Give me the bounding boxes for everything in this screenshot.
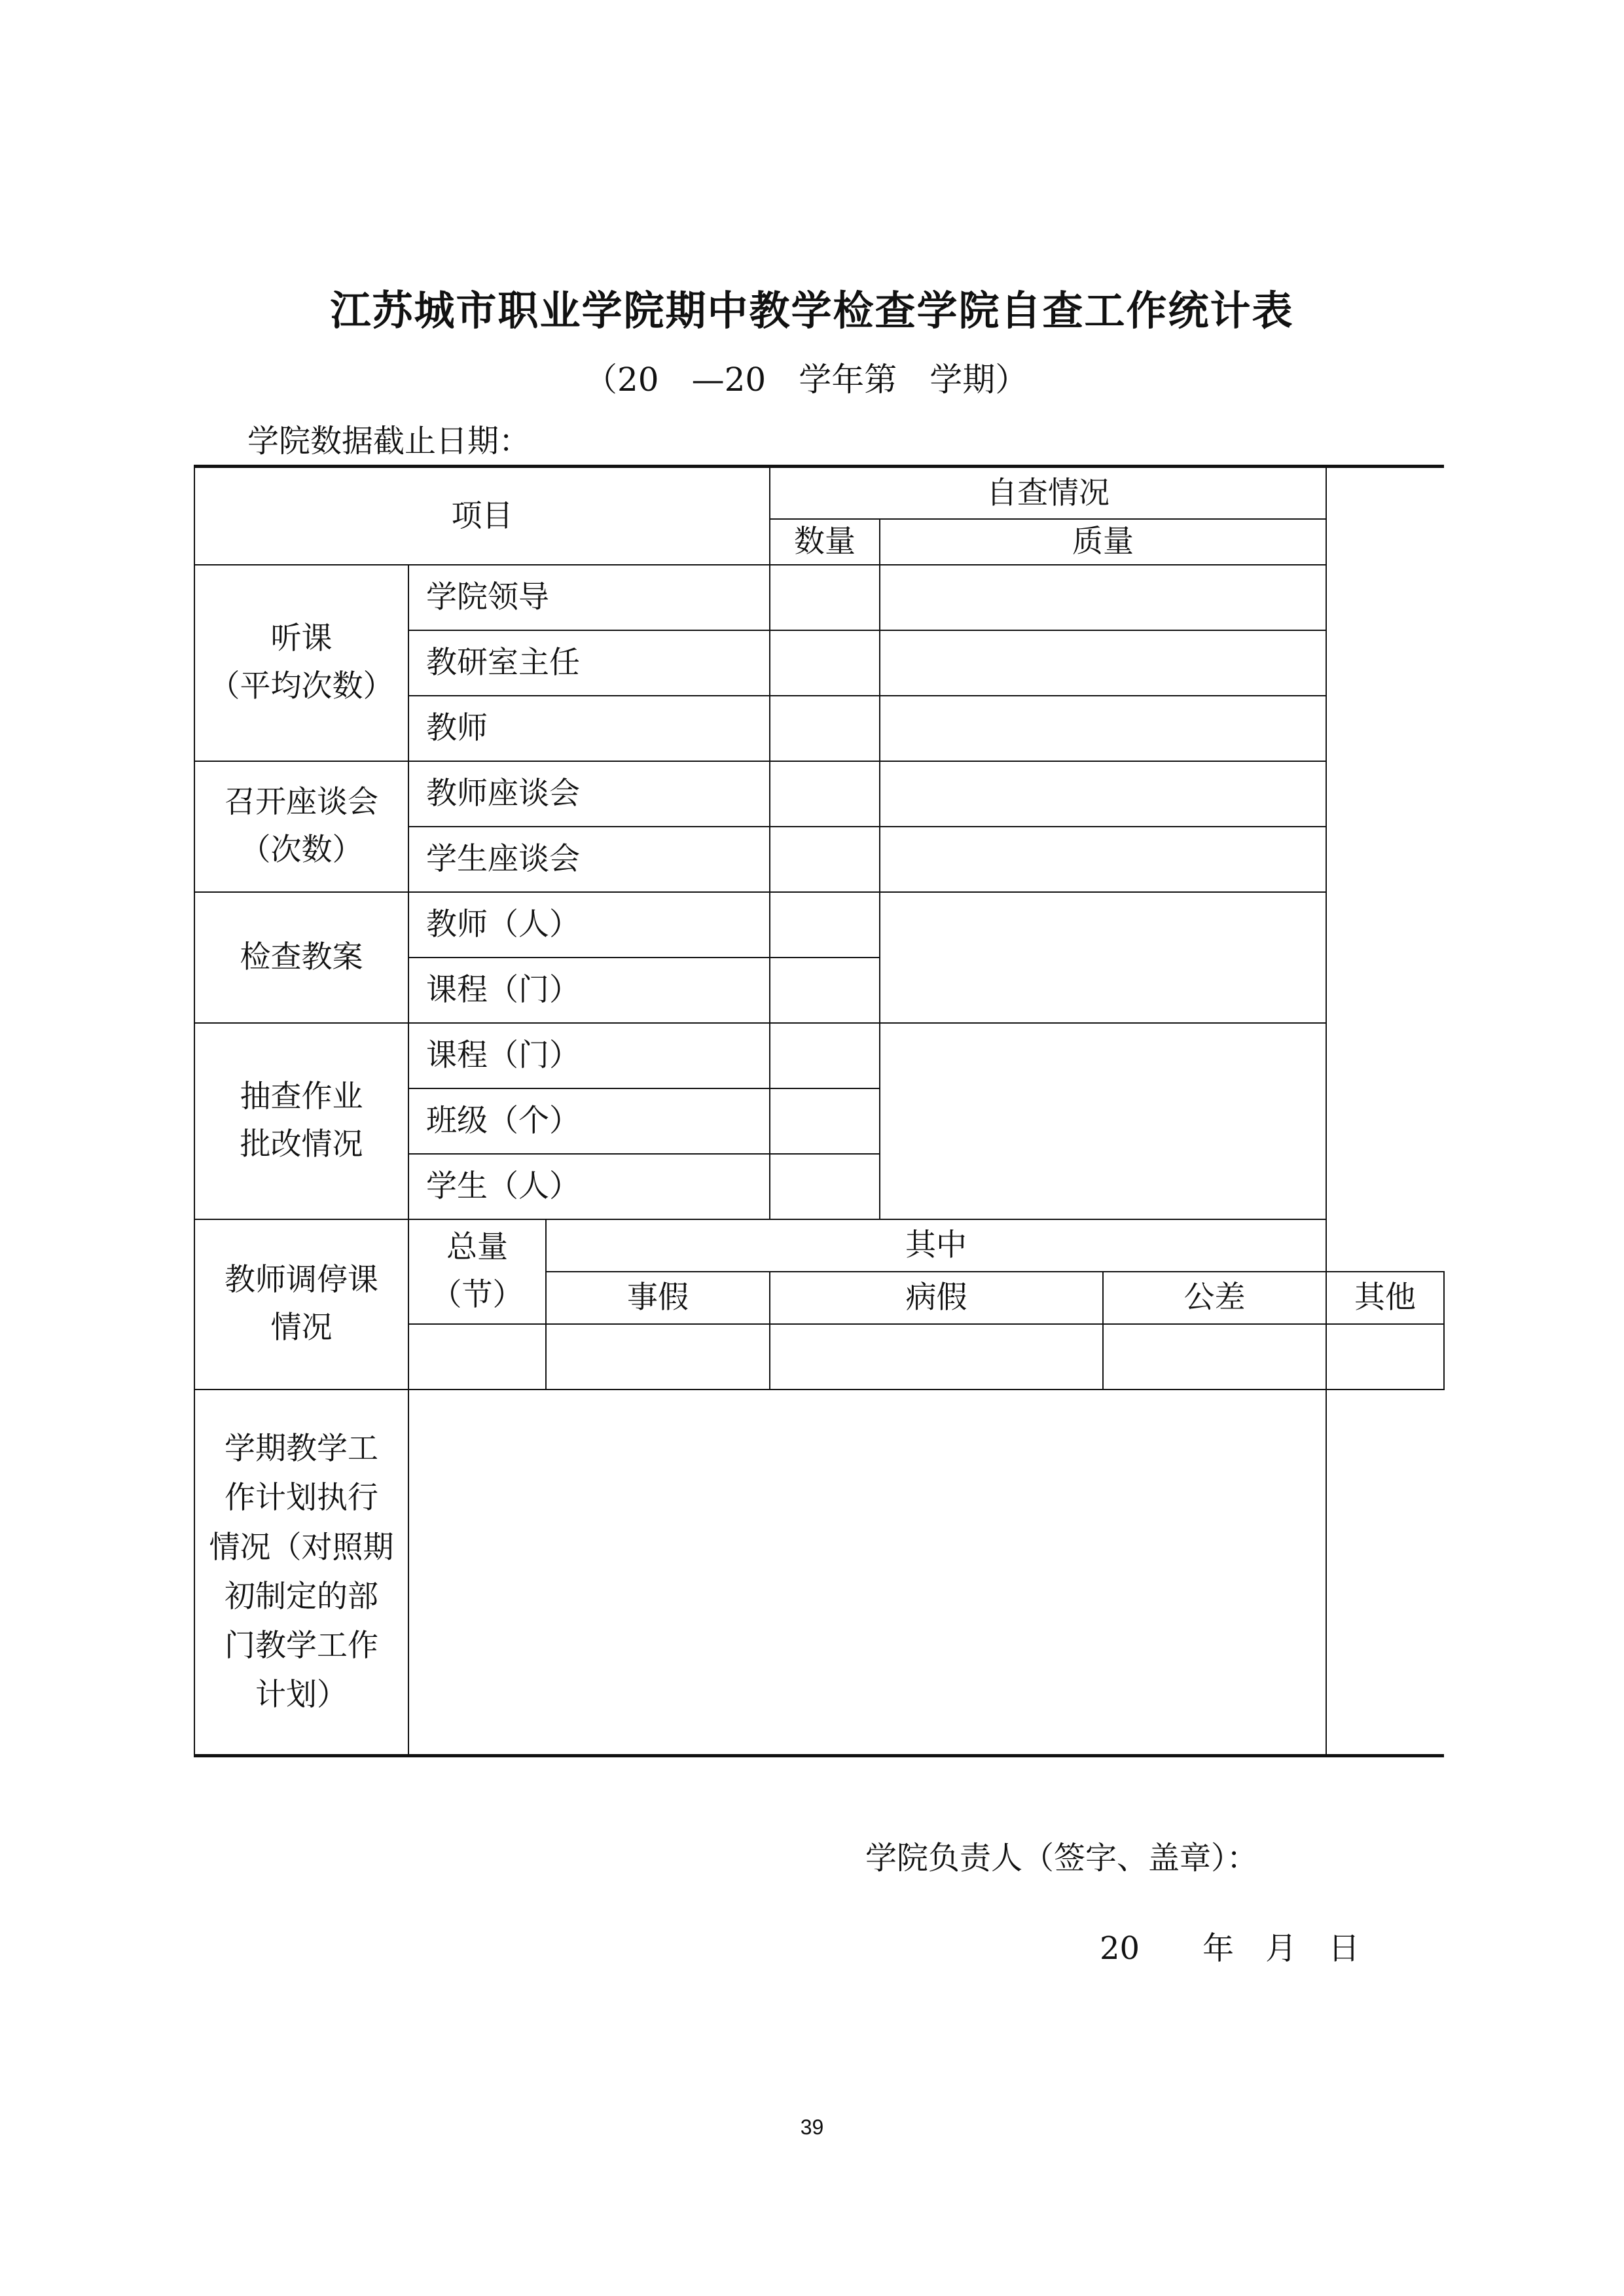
class-changes-total-cell[interactable]: [408, 1324, 546, 1390]
quantity-cell[interactable]: [770, 696, 880, 761]
quality-cell[interactable]: [880, 696, 1326, 761]
class-changes-official-duty-header: 公差: [1103, 1272, 1326, 1324]
quantity-cell[interactable]: [770, 565, 880, 630]
lesson-plans-group-label: 检查教案: [194, 892, 408, 1023]
plan-execution-cell[interactable]: [408, 1390, 1326, 1756]
lesson-plans-item-courses: 课程（门）: [408, 958, 770, 1023]
quantity-cell[interactable]: [770, 1023, 880, 1088]
homework-item-courses: 课程（门）: [408, 1023, 770, 1088]
homework-group-label: 抽查作业 批改情况: [194, 1023, 408, 1219]
meetings-group-label: 召开座谈会 （次数）: [194, 761, 408, 892]
class-changes-personal-leave-cell[interactable]: [546, 1324, 770, 1390]
class-changes-official-duty-cell[interactable]: [1103, 1324, 1326, 1390]
academic-term-line: （20 —20 学年第 学期）: [585, 361, 1028, 399]
homework-item-students: 学生（人）: [408, 1154, 770, 1219]
header-quality: 质量: [880, 519, 1326, 565]
listening-item-college-leaders: 学院领导: [408, 565, 770, 630]
listening-item-section-director: 教研室主任: [408, 630, 770, 696]
document-title: 江苏城市职业学院期中教学检查学院自查工作统计表: [330, 287, 1294, 334]
listening-group-label: 听课 （平均次数）: [194, 565, 408, 761]
quantity-cell[interactable]: [770, 630, 880, 696]
quantity-cell[interactable]: [770, 1088, 880, 1154]
header-project: 项目: [194, 467, 770, 565]
listening-item-teachers: 教师: [408, 696, 770, 761]
class-changes-of-which-header: 其中: [546, 1219, 1326, 1272]
plan-execution-label: 学期教学工 作计划执行 情况（对照期 初制定的部 门教学工作 计划）: [194, 1390, 408, 1756]
class-changes-other-header: 其他: [1326, 1272, 1444, 1324]
quantity-cell[interactable]: [770, 958, 880, 1023]
class-changes-personal-leave-header: 事假: [546, 1272, 770, 1324]
lesson-plans-item-teachers: 教师（人）: [408, 892, 770, 958]
self-check-statistics-table: [194, 465, 1445, 1757]
header-self-check: 自查情况: [770, 467, 1326, 519]
class-changes-other-cell[interactable]: [1326, 1324, 1444, 1390]
quality-cell[interactable]: [880, 761, 1326, 827]
quantity-cell[interactable]: [770, 827, 880, 892]
quality-cell[interactable]: [880, 630, 1326, 696]
page-number: 39: [800, 2115, 824, 2139]
class-changes-sick-leave-cell[interactable]: [770, 1324, 1103, 1390]
quantity-cell[interactable]: [770, 892, 880, 958]
class-changes-total-header: 总量 （节）: [408, 1219, 546, 1324]
quality-cell[interactable]: [880, 892, 1326, 1023]
class-changes-group-label: 教师调停课 情况: [194, 1219, 408, 1390]
signature-date-line: 20 年 月 日: [1100, 1930, 1360, 1967]
homework-item-classes: 班级（个）: [408, 1088, 770, 1154]
meetings-item-student-forum: 学生座谈会: [408, 827, 770, 892]
quantity-cell[interactable]: [770, 1154, 880, 1219]
class-changes-sick-leave-header: 病假: [770, 1272, 1103, 1324]
data-cutoff-date-label: 学院数据截止日期：: [247, 423, 531, 459]
quality-cell[interactable]: [880, 1023, 1326, 1219]
quality-cell[interactable]: [880, 827, 1326, 892]
quantity-cell[interactable]: [770, 761, 880, 827]
meetings-item-teacher-forum: 教师座谈会: [408, 761, 770, 827]
quality-cell[interactable]: [880, 565, 1326, 630]
header-quantity: 数量: [770, 519, 880, 565]
college-head-signature-label: 学院负责人（签字、盖章）：: [865, 1840, 1259, 1876]
